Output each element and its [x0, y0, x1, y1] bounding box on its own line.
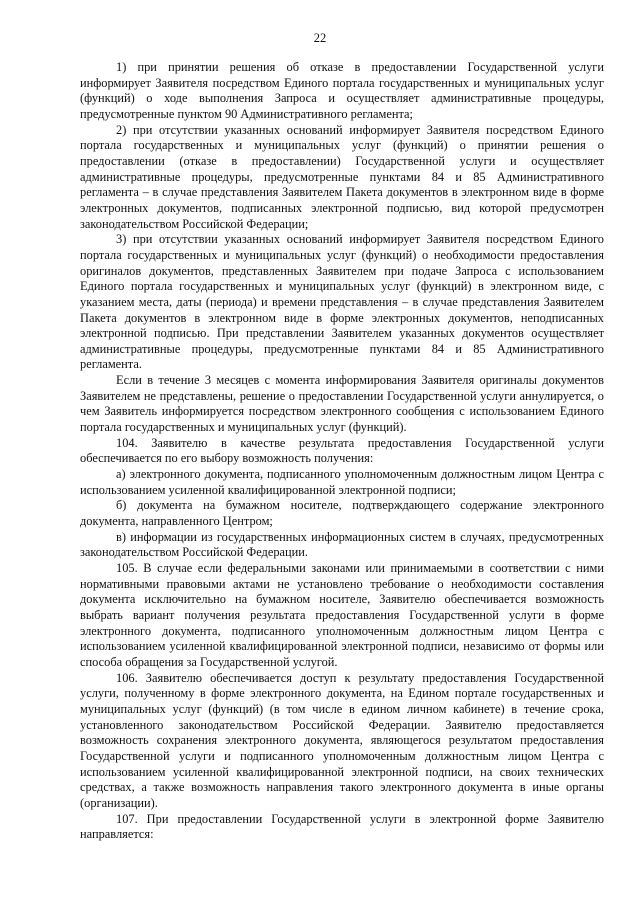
- paragraph-106: 106. Заявителю обеспечивается доступ к результату предоставления Государственной услуги, полученному в форме электронного документа, на Едином портале государственных и муниципальных услуг (функций) (в том числе в едином личном кабинете) в течение срока, установленного законодательством Российской Федерации. Заявителю предоставляется возможность сохранения электронного документа, являющегося результатом предоставления Государственной услуги и подписанного уполномоченным должностным лицом Центра с использованием усиленной квалифицированной электронной подписи, на своих технических средствах, а также возможность направления такого электронного документа в иные органы (организации).: [80, 670, 604, 810]
- paragraph-105: 105. В случае если федеральными законами или принимаемыми в соответствии с ними нормативными правовыми актами не установлено требование о необходимости составления документа исключительно на бумажном носителе, Заявителю обеспечивается возможность выбрать вариант получения результата предоставления Государственной услуги в форме электронного документа, подписанного уполномоченным должностным лицом Центра с использованием усиленной квалифицированной электронной подписи, независимо от формы или способа обращения за Государственной услугой.: [80, 561, 604, 669]
- paragraph-item-1: 1) при принятии решения об отказе в предоставлении Государственной услуги информирует Заявителя посредством Единого портала государственных и муниципальных услуг (функций) о ходе выполнения Запроса и осуществляет административные процедуры, предусмотренные пунктом 90 Административного регламента;: [80, 60, 604, 121]
- document-body: [80, 60, 604, 843]
- page-number: 22: [313, 31, 327, 45]
- paragraph-104-c: в) информации из государственных информационных систем в случаях, предусмотренных законодательством Российской Федерации.: [80, 529, 604, 560]
- paragraph-annulment: Если в течение 3 месяцев с момента информирования Заявителя оригиналы документов Заявителем не представлены, решение о предоставлении Государственной услуги аннулируется, о чем Заявитель информируется посредством электронного сообщения с использованием Единого портала государственных и муниципальных услуг (функций).: [80, 373, 604, 435]
- paragraph-item-3: 3) при отсутствии указанных оснований информирует Заявителя посредством Единого портала государственных и муниципальных услуг (функций) о необходимости предоставления оригиналов документов, представленных Заявителем при подаче Запроса с использованием Единого портала государственных и муниципальных услуг (функций) в электронном виде, с указанием места, даты (периода) и времени представления – в случае представления Заявителем Пакета документов в электронном виде в форме электронных документов, неподписанных электронной подписью. При представлении Заявителем указанных документов осуществляет административные процедуры, предусмотренные пунктами 84 и 85 Административного регламента.: [80, 232, 604, 372]
- paragraph-104-b: б) документа на бумажном носителе, подтверждающего содержание электронного документа, направленного Центром;: [80, 498, 604, 529]
- paragraph-104-a: а) электронного документа, подписанного уполномоченным должностным лицом Центра с использованием усиленной квалифицированной электронной подписи;: [80, 467, 604, 497]
- paragraph-107: 107. При предоставлении Государственной услуги в электронной форме Заявителю направляется:: [80, 811, 604, 842]
- paragraph-104: 104. Заявителю в качестве результата предоставления Государственной услуги обеспечивается по его выбору возможность получения:: [80, 435, 604, 466]
- paragraph-item-2: 2) при отсутствии указанных оснований информирует Заявителя посредством Единого портала государственных и муниципальных услуг (функций) о принятии решения о предоставлении (отказе в предоставлении) Государственной услуги и осуществляет административные процедуры, предусмотренные пунктами 84 и 85 Административного регламента – в случае представления Заявителем Пакета документов в электронном виде в форме электронных документов, подписанных электронной подписью, вид которой предусмотрен законодательством Российской Федерации;: [80, 122, 604, 231]
